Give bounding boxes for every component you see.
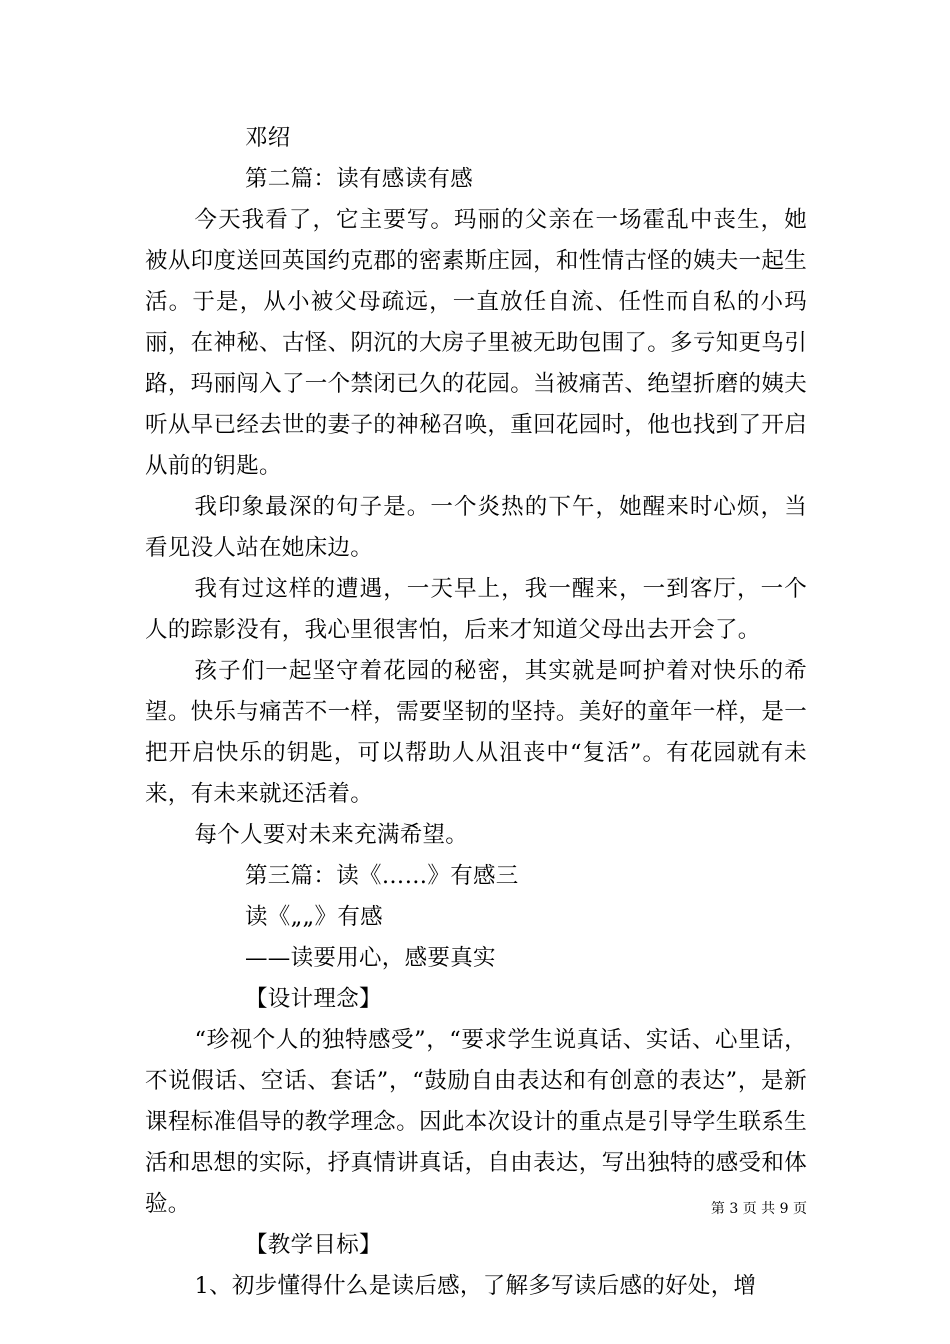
section2-title: 第二篇：读有感读有感 (245, 166, 474, 192)
section2-paragraph-1: 今天我看了，它主要写。玛丽的父亲在一场霍乱中丧生，她被从印度送回英国约克郡的密素斯庄园，和性情古怪的姨夫一起生活。于是，从小被父母疏远，一直放任自流、任性而自私的小玛丽，在神秘、古怪、阴沉的大房子里被无助包围了。多亏知更鸟引路，玛丽闯入了一个禁闭已久的花园。当被痛苦、绝望折磨的姨夫听从早已经去世的妻子的神秘召唤，重回花园时，他也找到了开启从前的钥匙。 (145, 207, 807, 479)
page-number: 第 3 页 共 9 页 (710, 1201, 807, 1217)
section3-tagline: ——读要用心，感要真实 (245, 945, 496, 971)
goals-heading: 【教学目标】 (245, 1232, 382, 1258)
section3-title: 第三篇：读《……》有感三 (245, 863, 519, 889)
section3-subtitle: 读《„„》有感 (245, 904, 383, 930)
author-line: 邓绍 (245, 125, 291, 151)
section2-paragraph-2: 我印象最深的句子是。一个炎热的下午，她醒来时心烦，当看见没人站在她床边。 (145, 494, 807, 561)
design-paragraph: “珍视个人的独特感受”，“要求学生说真话、实话、心里话，不说假话、空话、套话”，“鼓励自由表达和有创意的表达”，是新课程标准倡导的教学理念。因此本次设计的重点是引导学生联系生活和思想的实际，抒真情讲真话，自由表达，写出独特的感受和体验。 (145, 1027, 807, 1217)
document-body (145, 118, 807, 1307)
section2-paragraph-4: 孩子们一起坚守着花园的秘密，其实就是呵护着对快乐的希望。快乐与痛苦不一样，需要坚韧的坚持。美好的童年一样，是一把开启快乐的钥匙，可以帮助人从沮丧中“复活”。有花园就有未来，有未来就还活着。 (145, 658, 807, 807)
goal-item-1: 1、初步懂得什么是读后感，了解多写读后感的好处，增 (194, 1273, 757, 1299)
design-heading: 【设计理念】 (245, 986, 382, 1012)
section2-paragraph-5: 每个人要对未来充满希望。 (194, 822, 469, 848)
section2-paragraph-3: 我有过这样的遭遇，一天早上，我一醒来，一到客厅，一个人的踪影没有，我心里很害怕，后来才知道父母出去开会了。 (145, 576, 807, 643)
